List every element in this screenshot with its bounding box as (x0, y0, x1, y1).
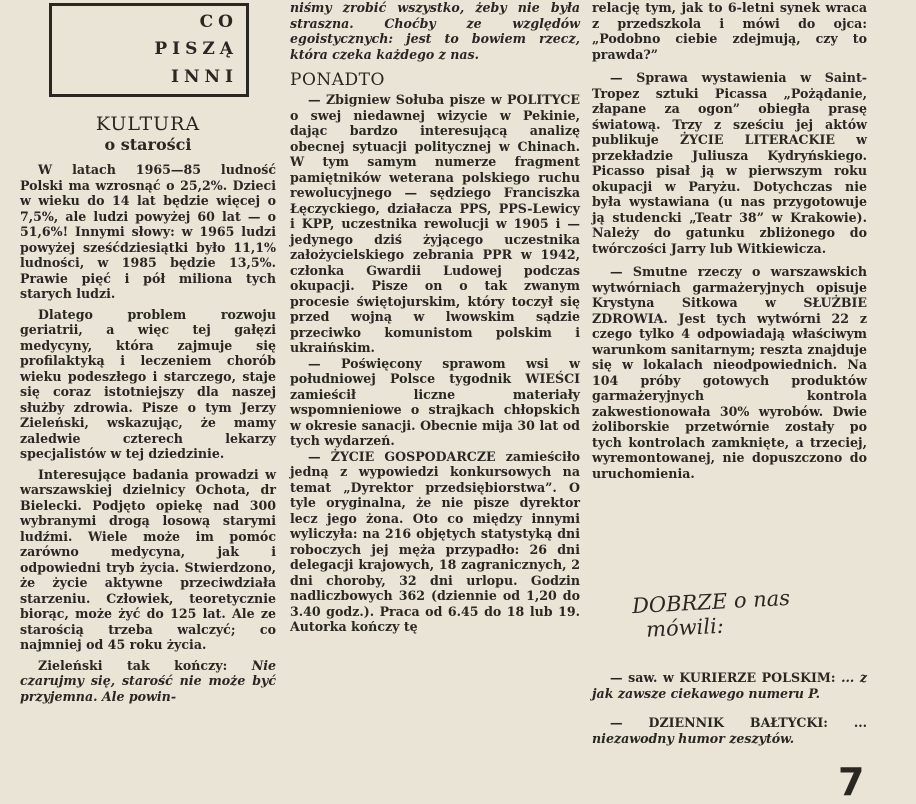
handwritten-line-2: mówili: (645, 613, 725, 642)
press-quote (592, 670, 867, 701)
handwritten-line-1: DOBRZE o nas (631, 585, 791, 619)
paragraph: — Smutne rzeczy o warszawskich wytwórniach garmażeryjnych opisuje Krystyna Sitkowa w SŁUŻBIE ZDROWIA. Jest tych wytwórni 22 z czego tylko 4 odpowiadają właściwym warunkom sanitarnym; reszta znajduje się w lokalach nieodpowiednich. Na 104 próby gotowych produktów garmażeryjnych kontrola zakwestionowała 30% wyrobów. Dwie żoliborskie przetwórnie zostały po tych kontrolach zamknięte, a trzeciej, wyremontowanej, nie dopuszczono do uruchomienia. (592, 264, 867, 481)
article-headline: o starości (104, 135, 192, 154)
column-title-line-3: INNI (171, 67, 238, 87)
column-title-box (49, 3, 249, 97)
paragraph: — Zbigniew Sołuba pisze w POLITYCE o swej niedawnej wizycie w Pekinie, dając bardzo interesującą analizę obecnej sytuacji politycznej w Chinach. W tym samym numerze fragment pamiętników weterana polskiego ruchu rewolucyjnego — sędziego Franciszka Łęczyckiego, działacza PPS, PPS-Lewicy i KPP, uczestnika rewolucji w 1905 i — jedynego dziś żyjącego uczestnika założycielskiego zebrania PPR w 1942, członka Gwardii Ludowej podczas okupacji. Pisze on o tak zwanym procesie świętojurskim, który toczył się przed wojną w lwowskim sądzie przeciwko komunistom polskim i ukraińskim. (290, 92, 580, 355)
paragraph: W latach 1965—85 ludność Polski ma wzrosnąć o 25,2%. Dzieci w wieku do 14 lat będzie więcej o 7,5%, ale ludzi powyżej 60 lat — o 51,6%! Innymi słowy: w 1965 ludzi powyżej sześćdziesiątki było 11,1% ludności, w 1985 będzie 13,5%. Prawie pięć i pół miliona tych starych ludzi. (20, 162, 276, 301)
paragraph: — Poświęcony sprawom wsi w południowej Polsce tygodnik WIEŚCI zamieścił liczne materiały wspomnieniowe o strajkach chłopskich w okresie sanacji. Obecnie mija 30 lat od tych wydarzeń. (290, 355, 580, 448)
paragraph: relację tym, jak to 6-letni synek wraca z przedszkola i mówi do ojca: „Podobno ciebie zdejmują, czy to prawda?” (592, 0, 867, 62)
column-title-line-2: PISZĄ (154, 39, 238, 59)
paragraph: Interesujące badania prowadzi w warszawskiej dzielnicy Ochota, dr Bielecki. Podjęto opiekę nad 300 wybranymi drogą losową starymi ludźmi. Wiele może im pomóc zarówno medycyna, jak i odpowiedni tryb życia. Stwierdzono, że życie aktywne przeciwdziała starzeniu. Człowiek, teoretycznie biorąc, może żyć do 125 lat. Ale ze starością trzeba walczyć; co najmniej od 45 roku życia. (20, 466, 276, 652)
text-run: Zieleński tak kończy: (38, 657, 228, 673)
page-number: 7 (838, 760, 865, 804)
section-heading: PONADTO (290, 70, 385, 90)
column-title-line-1: CO (199, 12, 238, 32)
handwritten-heading (631, 585, 791, 642)
paragraph: — Sprawa wystawienia w Saint-Tropez sztuki Picassa „Pożądanie, złapane za ogon” obiegła prasę światową. Trzy z sześciu jej aktów publikuje ŻYCIE LITERACKIE w przekładzie Juliusza Kydryńskiego. Picasso pisał ją w pierwszym roku okupacji w Paryżu. Dotychczas nie była wystawiana (u nas przygotowuje ją studencki „Teatr 38” w Krakowie). Należy do gatunku zbliżonego do twórczości Jarry lub Witkiewicza. (592, 70, 867, 256)
press-source: — saw. w KURIERZE POLSKIM: (610, 670, 836, 685)
press-source: — DZIENNIK BAŁTYCKI: ... (610, 715, 867, 730)
paragraph: Dlatego problem rozwoju geriatrii, a więc tej gałęzi medycyny, która zajmuje się profilaktyką i leczeniem chorób wieku podeszłego i starczego, staje się coraz istotniejszy dla naszej służby zdrowia. Pisze o tym Jerzy Zieleński, wskazując, że mamy zaledwie czterech lekarzy specjalistów w tej dziedzinie. (20, 306, 276, 461)
quote-text: Nie czarujmy się, starość nie może być przyjemna. Ale powin- (20, 657, 276, 704)
quote-continuation: niśmy zrobić wszystko, żeby nie była straszna. Choćby ze względów egoistycznych: jest to bowiem rzecz, która czeka każdego z nas. (290, 0, 580, 62)
press-quote (592, 715, 867, 746)
paragraph: — ŻYCIE GOSPODARCZE zamieściło jedną z wypowiedzi konkursowych na temat „Dyrektor przedsiębiorstwa”. O tyle oryginalna, że nie pisze dyrektor lecz jego żona. Oto co między innymi wyliczyła: na 216 objętych statystyką dni roboczych jej męża przypadło: 26 dni delegacji krajowych, 18 zagranicznych, 2 dni choroby, 32 dni urlopu. Godzin nadliczbowych 362 (dziennie od 1,20 do 3.40 godz.). Praca od 6.45 do 18 lub 19. Autorka kończy tę (290, 448, 580, 634)
middle-column (290, 0, 580, 635)
paragraph (20, 658, 276, 705)
section-kicker: KULTURA (95, 113, 201, 135)
right-column (592, 0, 867, 746)
quote-text: ... z jak zawsze ciekawego numeru P. (592, 670, 867, 701)
quote-text: niezawodny humor zeszytów. (592, 730, 795, 746)
